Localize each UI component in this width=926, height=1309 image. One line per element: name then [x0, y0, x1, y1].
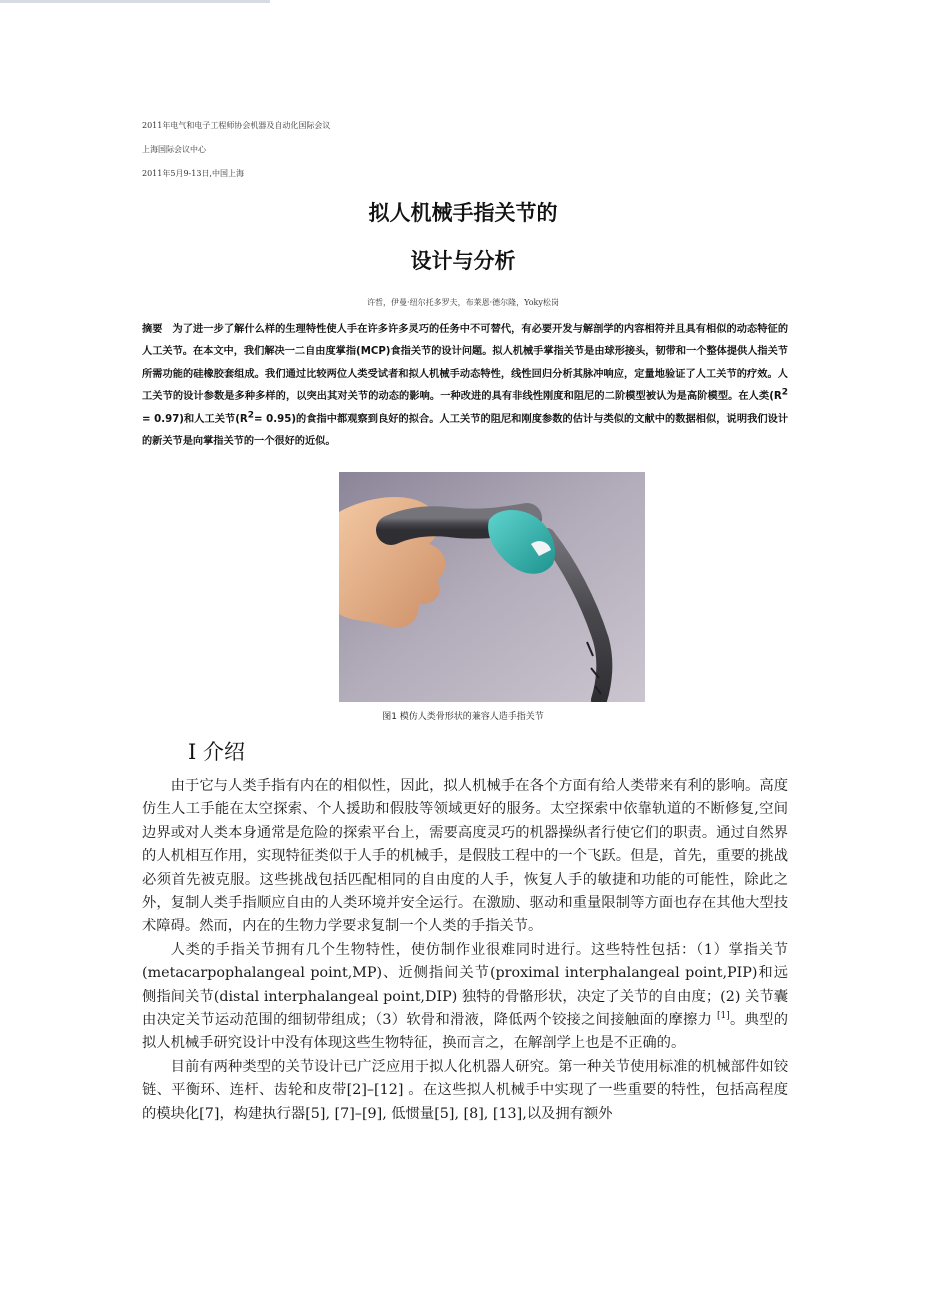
paper-title-line2: 设计与分析	[410, 249, 516, 273]
top-edge-bar	[0, 0, 270, 3]
abstract-superscript: 2	[781, 387, 788, 398]
paragraph-text: 人类的手指关节拥有几个生物特性，使仿制作业很难同时进行。这些特性包括：（1）掌指关节(metacarpophalangeal point,MP)、近侧指间关节(proximal interphalangeal point,PIP)和远侧指间关节(distal interphalangeal point,DIP) 独特的骨骼形状，决定了关节的自由度；(2) 关节囊由决定关节运动范围的细韧带组成；（3）软骨和滑液，降低两个铰接之间接触面的摩擦力	[142, 941, 788, 1029]
section-heading: I 介绍	[188, 740, 245, 764]
figure-1-photo	[339, 472, 645, 702]
conference-venue: 上海国际会议中心	[142, 145, 206, 154]
paragraph-text-end: 。典型的拟人机械手研究设计中没有体现这些生物特征，换而言之，在解剖学上也是不正确的。	[142, 1012, 789, 1052]
abstract-text-mid: = 0.97)和人工关节(R	[142, 413, 248, 425]
conference-date: 2011年5月9-13日,中国上海	[142, 169, 244, 178]
paragraph: 目前有两种类型的关节设计已广泛应用于拟人化机器人研究。第一种关节使用标准的机械部件如铰链、平衡环、连杆、齿轮和皮带[2]–[12] 。在这些拟人机械手中实现了一些重要的特性，包括高程度的模块化[7]，构建执行器[5], [7]–[9], 低惯量[5], [8], [13],以及拥有额外	[142, 1058, 788, 1122]
abstract	[142, 319, 788, 453]
figure-caption: 图1 模仿人类骨形状的兼容人造手指关节	[382, 712, 544, 722]
conference-name: 2011年电气和电子工程师协会机器及自动化国际会议	[142, 121, 331, 130]
author-list: 许哲，伊曼·纽尔托多罗夫，布莱恩·德尔隆，Yoky松岗	[367, 298, 559, 307]
abstract-text: 为了进一步了解什么样的生理特性使人手在许多许多灵巧的任务中不可替代，有必要开发与解剖学的内容相符并且具有相似的动态特征的人工关节。在本文中，我们解决一二自由度掌指(MCP)食指关节的设计问题。拟人机械手掌指关节是由球形接头，韧带和一个整体提供人指关节所需功能的硅橡胶套组成。我们通过比较两位人类受试者和拟人机械手动态特性，线性回归分析其脉冲响应，定量地验证了人工关节的疗效。人工关节的设计参数是多种多样的，以突出其对关节的动态的影响。一种改进的具有非线性刚度和阻尼的二阶模型被认为是高阶模型。在人类(R	[142, 324, 789, 403]
abstract-label: 摘要	[142, 324, 163, 335]
paragraph	[142, 939, 788, 1056]
paper-title-line1: 拟人机械手指关节的	[368, 201, 558, 225]
citation-superscript: [1]	[717, 1011, 730, 1022]
abstract-superscript: 2	[247, 410, 255, 421]
paragraph: 由于它与人类手指有内在的相似性，因此，拟人机械手在各个方面有给人类带来有利的影响。高度仿生人工手能在太空探索、个人援助和假肢等领域更好的服务。太空探索中依靠轨道的不断修复,空间边界或对人类本身通常是危险的探索平台上，需要高度灵巧的机器操纵者行使它们的职责。通过自然界的人机相互作用，实现特征类似于人手的机械手，是假肢工程中的一个飞跃。但是，首先，重要的挑战必须首先被克服。这些挑战包括匹配相同的自由度的人手，恢复人手的敏捷和功能的可能性，除此之外，复制人类手指顺应自由的人类环境并安全运行。在激励、驱动和重量限制等方面也存在其他大型技术障碍。然而，内在的生物力学要求复制一个人类的手指关节。	[142, 778, 788, 935]
body-text	[142, 775, 788, 1126]
abstract-text-end: = 0.95)的食指中都观察到良好的拟合。人工关节的阻尼和刚度参数的估计与类似的文献中的数据相似，说明我们设计的新关节是向掌指关节的一个很好的近似。	[142, 413, 789, 448]
